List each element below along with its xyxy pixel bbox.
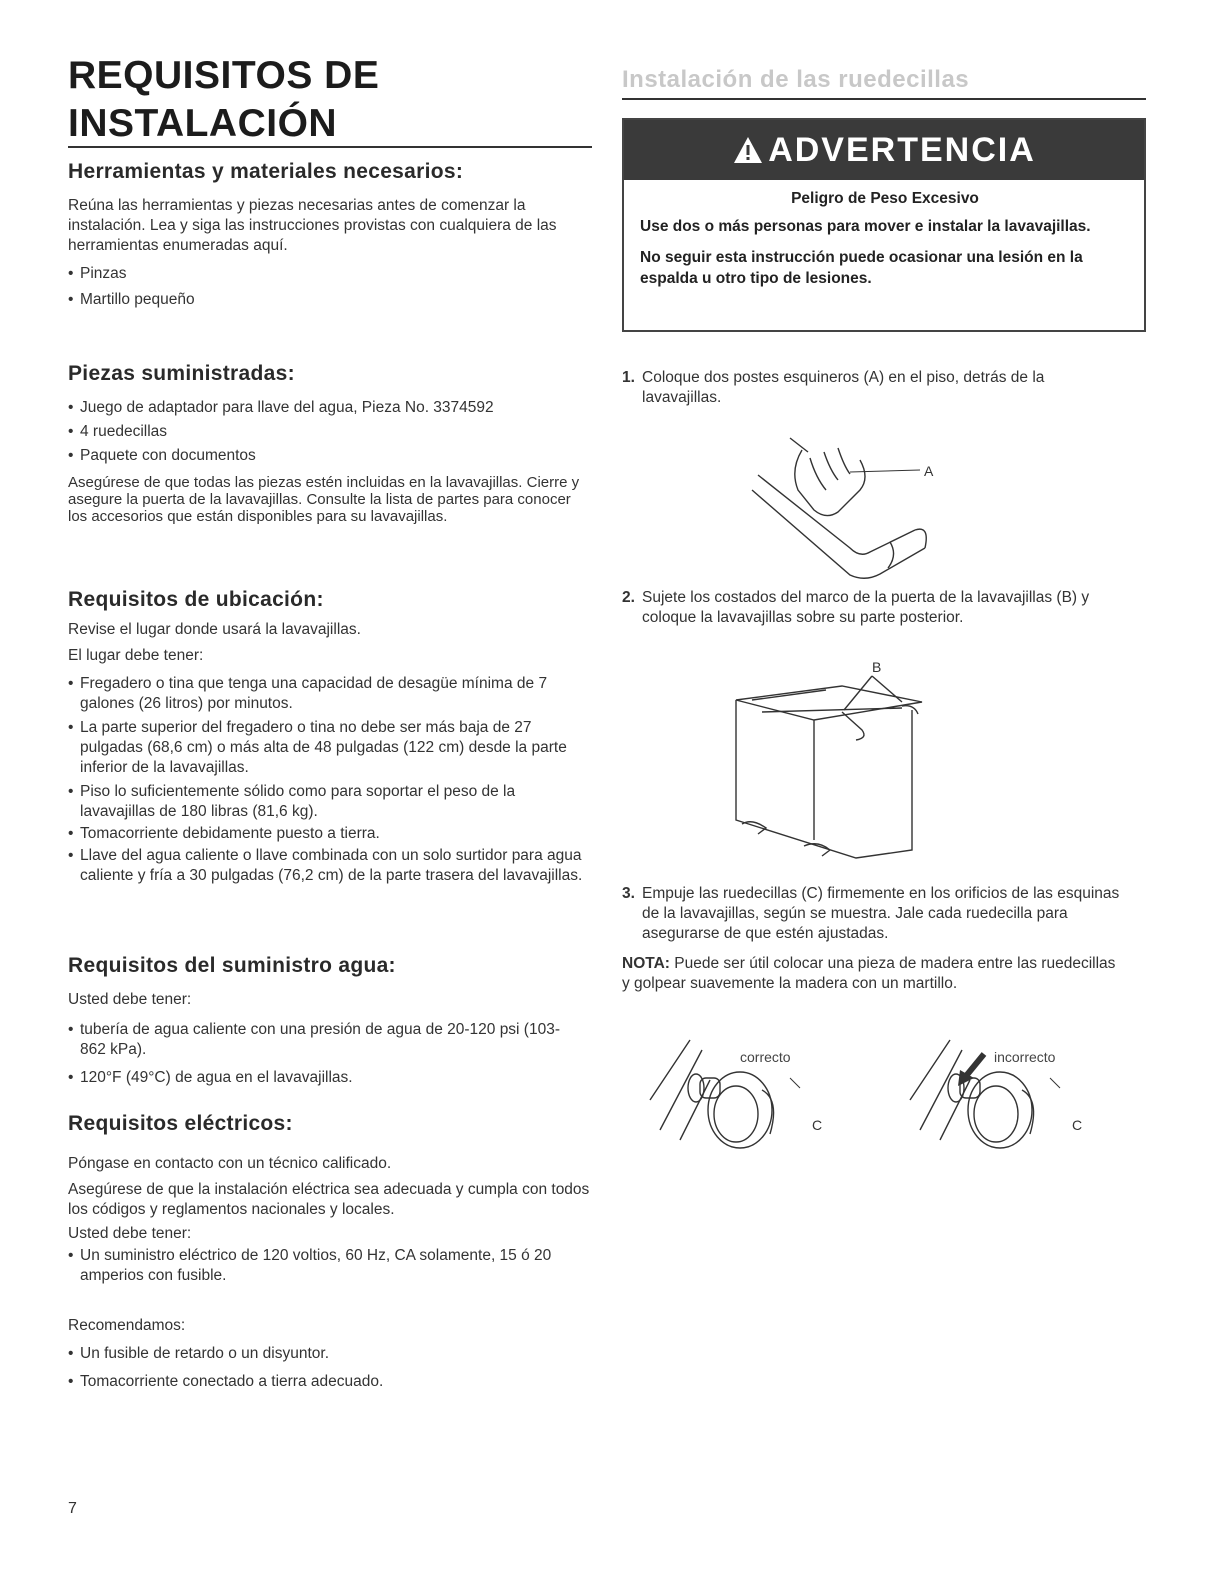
list-item: • Llave del agua caliente o llave combinada con un solo surtidor para agua caliente y fría a 30 pulgadas (76,2 cm) de la parte trasera del lavavajillas. bbox=[68, 846, 584, 886]
label-incorrect: incorrecto bbox=[994, 1049, 1056, 1065]
caster-socket bbox=[688, 1074, 704, 1102]
parts-list bbox=[68, 398, 592, 466]
caster-incorrect-illustration bbox=[900, 1030, 1120, 1160]
list-item: • Tomacorriente debidamente puesto a tierra. bbox=[68, 824, 584, 844]
warning-line-2: No seguir esta instrucción puede ocasionar una lesión en la espalda u otro tipo de lesiones. bbox=[640, 249, 1083, 287]
tools-heading: Herramientas y materiales necesarios: bbox=[68, 160, 464, 183]
post-edge-lower bbox=[752, 490, 925, 578]
location-heading: Requisitos de ubicación: bbox=[68, 588, 324, 611]
caster-wheel bbox=[968, 1072, 1032, 1148]
recommend-label: Recomendamos: bbox=[68, 1317, 186, 1334]
warning-box bbox=[622, 118, 1146, 332]
note-text: Puede ser útil colocar una pieza de madera entre las ruedecillas y golpear suavemente la madera con un martillo. bbox=[622, 955, 1116, 992]
section-title-casters: Instalación de las ruedecillas bbox=[622, 66, 970, 93]
parts-heading: Piezas suministradas: bbox=[68, 362, 295, 385]
warning-body bbox=[640, 190, 1130, 299]
title-line-2: INSTALACIÓN bbox=[68, 102, 338, 145]
warning-title: ADVERTENCIA bbox=[768, 130, 1036, 169]
electric-heading: Requisitos eléctricos: bbox=[68, 1112, 293, 1135]
hand-outline bbox=[795, 450, 865, 516]
list-item: • tubería de agua caliente con una presión de agua de 20-120 psi (103-862 kPa). bbox=[68, 1020, 578, 1060]
step-text: Coloque dos postes esquineros (A) en el piso, detrás de la lavavajillas. bbox=[642, 369, 1045, 406]
warning-subtitle: Peligro de Peso Excesivo bbox=[791, 190, 979, 207]
page-number: 7 bbox=[68, 1500, 77, 1517]
label-c: C bbox=[1072, 1117, 1083, 1133]
location-intro-2: El lugar debe tener: bbox=[68, 647, 204, 664]
corner-post-illustration bbox=[740, 430, 960, 590]
tools-list bbox=[68, 264, 592, 310]
warning-header bbox=[624, 120, 1144, 180]
electric-list bbox=[68, 1246, 578, 1286]
caster-wheel bbox=[708, 1072, 772, 1148]
water-list bbox=[68, 1020, 578, 1088]
recommend-list bbox=[68, 1344, 592, 1392]
warning-triangle-icon bbox=[732, 135, 764, 165]
list-item: • Juego de adaptador para llave del agua, Pieza No. 3374592 bbox=[68, 398, 592, 418]
tools-intro: Reúna las herramientas y piezas necesarias antes de comenzar la instalación. Lea y siga las instrucciones provistas con cualquiera de las herramientas enumeradas aquí. bbox=[68, 197, 557, 254]
title-rule-left bbox=[68, 146, 592, 148]
list-item: • Tomacorriente conectado a tierra adecuado. bbox=[68, 1372, 592, 1392]
warning-line-1: Use dos o más personas para mover e instalar la lavavajillas. bbox=[640, 218, 1091, 235]
step-2 bbox=[622, 588, 1142, 628]
post-edge bbox=[758, 475, 915, 554]
electric-section bbox=[68, 1112, 592, 1392]
step-number: 3. bbox=[622, 885, 635, 902]
title-rule-right bbox=[622, 98, 1146, 100]
step-text: Sujete los costados del marco de la puerta de la lavavajillas (B) y coloque la lavavajillas sobre su parte posterior. bbox=[642, 589, 1090, 626]
title-line-1: REQUISITOS DE bbox=[68, 54, 380, 97]
step-3 bbox=[622, 884, 1122, 944]
list-item: • Un fusible de retardo o un disyuntor. bbox=[68, 1344, 592, 1364]
step-text: Empuje las ruedecillas (C) firmemente en los orificios de las esquinas de la lavavajillas, según se muestra. Jale cada ruedecilla para asegurarse de que estén ajustadas. bbox=[642, 885, 1120, 942]
label-a: A bbox=[924, 463, 934, 479]
water-intro: Usted debe tener: bbox=[68, 991, 192, 1008]
dishwasher-on-back-illustration bbox=[722, 650, 942, 862]
page-title bbox=[68, 52, 588, 148]
parts-section bbox=[68, 362, 592, 525]
caster-correct-illustration bbox=[640, 1030, 860, 1160]
water-section bbox=[68, 954, 592, 1088]
note-label: NOTA: bbox=[622, 955, 670, 972]
electric-p3: Usted debe tener: bbox=[68, 1225, 192, 1242]
list-item: • Piso lo suficientemente sólido como para soportar el peso de la lavavajillas de 180 libras (81,6 kg). bbox=[68, 782, 584, 822]
list-item: • 120°F (49°C) de agua en el lavavajillas. bbox=[68, 1068, 578, 1088]
list-item: • Fregadero o tina que tenga una capacidad de desagüe mínima de 7 galones (26 litros) por minutos. bbox=[68, 674, 584, 714]
water-heading: Requisitos del suministro agua: bbox=[68, 954, 396, 977]
electric-p2: Asegúrese de que la instalación eléctrica sea adecuada y cumpla con todos los códigos y reglamentos nacionales y locales. bbox=[68, 1181, 590, 1218]
location-list bbox=[68, 674, 584, 886]
list-item: • Un suministro eléctrico de 120 voltios, 60 Hz, CA solamente, 15 ó 20 amperios con fusible. bbox=[68, 1246, 578, 1286]
dishwasher-top bbox=[736, 686, 922, 720]
step-number: 2. bbox=[622, 589, 635, 606]
label-b: B bbox=[872, 659, 882, 675]
parts-note: Asegúrese de que todas las piezas estén incluidas en la lavavajillas. Cierre y asegure la puerta de la lavavajillas. Consulte la lista de partes para conocer los accesorios que están disponibles para su lavavajillas. bbox=[68, 474, 580, 525]
step-number: 1. bbox=[622, 369, 635, 386]
step-1 bbox=[622, 368, 1122, 408]
list-item: • Martillo pequeño bbox=[68, 290, 592, 310]
electric-p1: Póngase en contacto con un técnico calificado. bbox=[68, 1155, 392, 1172]
list-item: • Paquete con documentos bbox=[68, 446, 592, 466]
list-item: • 4 ruedecillas bbox=[68, 422, 592, 442]
note bbox=[622, 954, 1122, 994]
list-item: • La parte superior del fregadero o tina no debe ser más baja de 27 pulgadas (68,6 cm) o más alta de 48 pulgadas (122 cm) desde la parte inferior de la lavavajillas. bbox=[68, 718, 584, 778]
label-correct: correcto bbox=[740, 1049, 791, 1065]
location-intro: Revise el lugar donde usará la lavavajillas. bbox=[68, 621, 361, 638]
tools-section bbox=[68, 160, 592, 310]
label-c: C bbox=[812, 1117, 823, 1133]
location-section bbox=[68, 588, 592, 886]
list-item: • Pinzas bbox=[68, 264, 592, 284]
